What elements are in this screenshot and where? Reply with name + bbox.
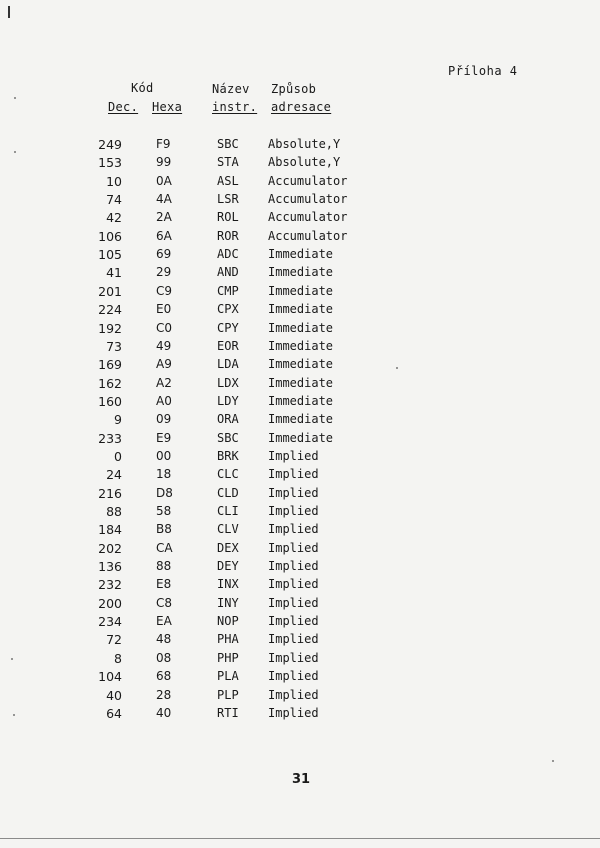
table-row	[0, 596, 600, 614]
table-row	[0, 137, 600, 155]
cell-addressing-mode: Implied	[268, 669, 319, 684]
cell-addressing-mode: Absolute,Y	[268, 155, 341, 170]
cell-hex: 0A	[156, 173, 172, 188]
cell-addressing-mode: Accumulator	[268, 228, 348, 243]
cell-addressing-mode: Implied	[268, 540, 319, 555]
header-name-bottom: instr.	[212, 100, 258, 114]
cell-hex: C8	[156, 595, 173, 610]
table-row	[0, 522, 600, 540]
cell-addressing-mode: Immediate	[268, 283, 334, 298]
cell-dec: 216	[98, 485, 122, 501]
cell-addressing-mode: Accumulator	[268, 173, 348, 188]
cell-addressing-mode: Immediate	[268, 320, 334, 335]
cell-hex: 28	[156, 687, 172, 702]
cell-instruction: ADC	[217, 247, 239, 262]
cell-addressing-mode: Immediate	[268, 412, 334, 427]
cell-dec: 184	[98, 522, 122, 538]
table-row	[0, 412, 600, 430]
cell-addressing-mode: Implied	[268, 559, 319, 574]
table-row	[0, 706, 600, 724]
table-row	[0, 174, 600, 192]
cell-addressing-mode: Implied	[268, 504, 319, 518]
cell-dec: 42	[106, 210, 122, 226]
cell-instruction: CLD	[217, 485, 239, 500]
cell-hex: 48	[156, 632, 172, 647]
cell-hex: A9	[156, 357, 172, 372]
cell-hex: D8	[156, 485, 173, 500]
cell-instruction: LDA	[217, 357, 239, 372]
cell-hex: 69	[156, 247, 172, 262]
cell-addressing-mode: Implied	[268, 485, 319, 500]
cell-dec: 40	[106, 687, 122, 703]
table-row	[0, 467, 600, 485]
scan-speck	[14, 151, 16, 153]
table-row	[0, 155, 600, 173]
cell-instruction: CLC	[217, 467, 239, 482]
table-row	[0, 651, 600, 669]
cell-dec: 202	[98, 540, 122, 556]
cell-instruction: CLV	[217, 522, 239, 537]
header-code: Kód	[131, 81, 154, 95]
header-name-top: Název	[212, 82, 250, 96]
cell-hex: E8	[156, 577, 172, 592]
cell-hex: C0	[156, 320, 173, 335]
cell-dec: 200	[98, 595, 122, 611]
cell-addressing-mode: Immediate	[268, 247, 334, 262]
cell-addressing-mode: Immediate	[268, 302, 334, 317]
scan-edge-line	[0, 838, 600, 839]
table-row	[0, 504, 600, 522]
cell-instruction: INX	[217, 577, 239, 592]
cell-instruction: CPY	[217, 320, 239, 335]
cell-hex: A2	[156, 375, 172, 390]
cell-addressing-mode: Immediate	[268, 338, 334, 353]
cell-hex: 6A	[156, 228, 172, 243]
appendix-label: Příloha 4	[448, 64, 518, 78]
table-row	[0, 284, 600, 302]
table-row	[0, 321, 600, 339]
scan-speck	[11, 658, 13, 660]
table-row	[0, 192, 600, 210]
table-row	[0, 577, 600, 595]
cell-dec: 106	[98, 228, 122, 244]
cell-addressing-mode: Implied	[268, 705, 319, 720]
cell-hex: 4A	[156, 192, 172, 207]
cell-dec: 9	[114, 412, 122, 428]
cell-dec: 41	[106, 265, 122, 281]
cell-dec: 73	[106, 338, 122, 354]
cell-addressing-mode: Immediate	[268, 357, 334, 372]
cell-addressing-mode: Implied	[268, 577, 319, 592]
cell-instruction: ROL	[217, 210, 239, 225]
cell-instruction: INY	[217, 595, 239, 610]
cell-dec: 153	[98, 155, 122, 171]
cell-hex: 99	[156, 155, 172, 170]
cell-instruction: PHP	[217, 650, 239, 665]
table-row	[0, 229, 600, 247]
cell-instruction: STA	[217, 155, 239, 170]
table-row	[0, 632, 600, 650]
table-row	[0, 486, 600, 504]
cell-instruction: RTI	[217, 705, 239, 720]
cell-dec: 234	[98, 614, 122, 630]
table-row	[0, 559, 600, 577]
cell-hex: 2A	[156, 210, 172, 225]
cell-instruction: DEX	[217, 540, 239, 555]
cell-instruction: LSR	[217, 192, 239, 207]
cell-dec: 169	[98, 357, 122, 373]
cell-dec: 72	[106, 632, 122, 648]
cell-addressing-mode: Implied	[268, 650, 319, 665]
cell-hex: 68	[156, 669, 172, 684]
scan-speck	[396, 367, 398, 369]
cell-dec: 233	[98, 430, 122, 446]
table-row	[0, 688, 600, 706]
cell-hex: 40	[156, 705, 172, 720]
cell-dec: 74	[106, 192, 122, 208]
cell-addressing-mode: Immediate	[268, 393, 334, 408]
cell-dec: 105	[98, 247, 122, 263]
cell-hex: 09	[156, 412, 172, 427]
cell-addressing-mode: Immediate	[268, 375, 334, 390]
cell-instruction: CPX	[217, 302, 239, 317]
cell-instruction: PLA	[217, 669, 239, 684]
cell-instruction: CLI	[217, 504, 239, 518]
table-row	[0, 357, 600, 375]
cell-hex: B8	[156, 522, 172, 537]
table-row	[0, 210, 600, 228]
cell-instruction: LDY	[217, 393, 239, 408]
cell-addressing-mode: Accumulator	[268, 210, 348, 225]
table-row	[0, 669, 600, 687]
cell-addressing-mode: Implied	[268, 687, 319, 702]
cell-hex: 49	[156, 338, 172, 353]
cell-instruction: DEY	[217, 559, 239, 574]
cell-instruction: AND	[217, 265, 239, 280]
cell-dec: 104	[98, 669, 122, 685]
cell-dec: 0	[114, 448, 122, 464]
cell-dec: 10	[106, 173, 122, 189]
table-row	[0, 449, 600, 467]
cell-instruction: BRK	[217, 448, 239, 463]
cell-instruction: NOP	[217, 614, 239, 629]
cell-hex: E9	[156, 430, 172, 445]
cell-instruction: ORA	[217, 412, 239, 427]
cell-instruction: LDX	[217, 375, 239, 390]
cell-addressing-mode: Immediate	[268, 265, 334, 280]
cell-hex: A0	[156, 393, 172, 408]
cell-addressing-mode: Immediate	[268, 430, 334, 445]
cell-instruction: CMP	[217, 283, 239, 298]
table-row	[0, 376, 600, 394]
cell-dec: 201	[98, 283, 122, 299]
cell-hex: 00	[156, 448, 172, 463]
cell-addressing-mode: Absolute,Y	[268, 137, 341, 151]
cell-dec: 64	[106, 705, 122, 721]
scan-speck	[14, 97, 16, 99]
cell-addressing-mode: Implied	[268, 614, 319, 629]
cell-hex: 18	[156, 467, 172, 482]
table-row	[0, 265, 600, 283]
scan-speck	[13, 714, 15, 716]
header-mode-bottom: adresace	[271, 100, 332, 114]
cell-hex: EA	[156, 614, 172, 629]
cell-instruction: PLP	[217, 687, 239, 702]
table-row	[0, 541, 600, 559]
cell-hex: E0	[156, 302, 172, 317]
table-row	[0, 431, 600, 449]
header-dec: Dec.	[108, 100, 139, 114]
cell-hex: F9	[156, 137, 171, 151]
cell-dec: 192	[98, 320, 122, 336]
table-row	[0, 394, 600, 412]
cell-hex: C9	[156, 283, 173, 298]
cell-dec: 224	[98, 302, 122, 318]
cell-dec: 249	[98, 137, 122, 152]
cell-dec: 88	[106, 504, 122, 519]
cell-hex: CA	[156, 540, 173, 555]
margin-mark	[8, 6, 10, 18]
cell-dec: 160	[98, 393, 122, 409]
cell-hex: 08	[156, 650, 172, 665]
header-hexa: Hexa	[152, 100, 183, 114]
cell-addressing-mode: Implied	[268, 595, 319, 610]
cell-dec: 24	[106, 467, 122, 483]
cell-addressing-mode: Implied	[268, 522, 319, 537]
table-row	[0, 614, 600, 632]
cell-instruction: EOR	[217, 338, 239, 353]
cell-instruction: SBC	[217, 137, 239, 151]
table-row	[0, 302, 600, 320]
cell-addressing-mode: Implied	[268, 448, 319, 463]
cell-dec: 232	[98, 577, 122, 593]
page-number: 31	[292, 772, 311, 787]
scan-speck	[552, 760, 554, 762]
cell-dec: 162	[98, 375, 122, 391]
table-row	[0, 339, 600, 357]
cell-instruction: ROR	[217, 228, 239, 243]
header-mode-top: Způsob	[271, 82, 317, 96]
cell-addressing-mode: Implied	[268, 467, 319, 482]
table-row	[0, 247, 600, 265]
cell-hex: 29	[156, 265, 172, 280]
cell-hex: 58	[156, 504, 172, 518]
cell-hex: 88	[156, 559, 172, 574]
cell-instruction: SBC	[217, 430, 239, 445]
cell-instruction: PHA	[217, 632, 239, 647]
cell-dec: 136	[98, 559, 122, 575]
cell-instruction: ASL	[217, 173, 239, 188]
cell-dec: 8	[114, 650, 122, 666]
cell-addressing-mode: Accumulator	[268, 192, 348, 207]
cell-addressing-mode: Implied	[268, 632, 319, 647]
